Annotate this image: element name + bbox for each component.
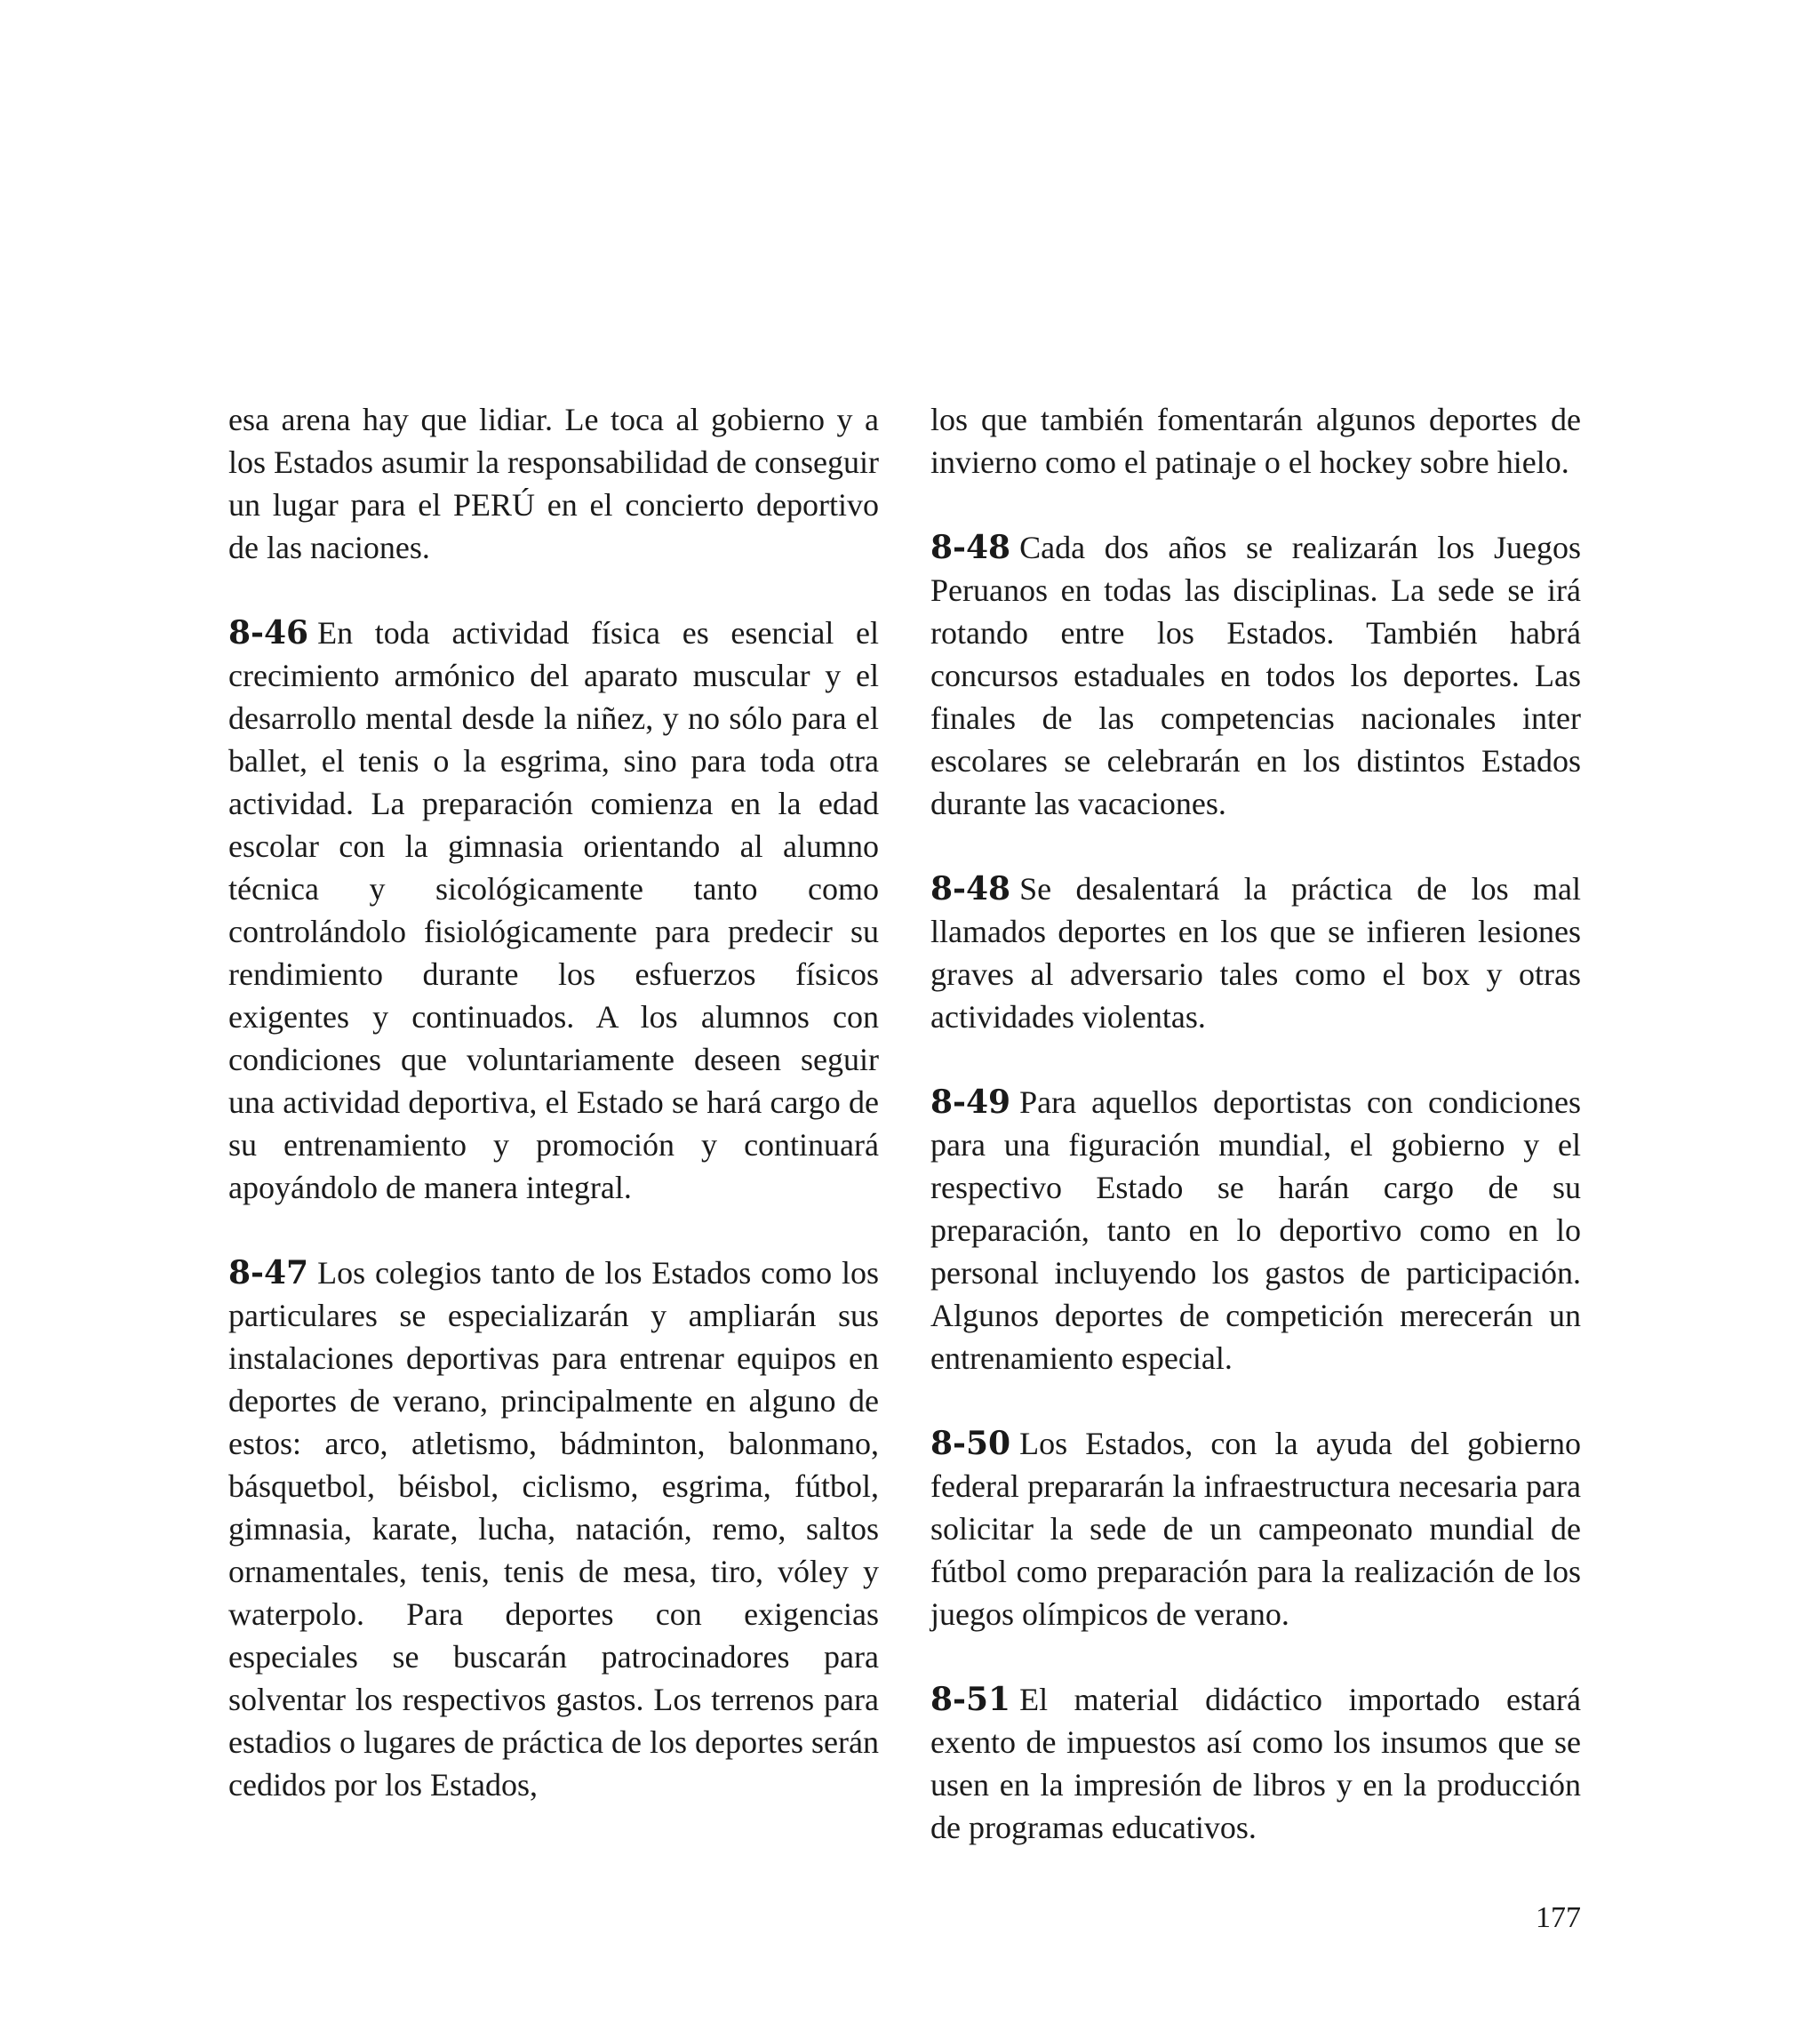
paragraph-continuation: [228, 398, 879, 569]
paragraph-8-46: [228, 612, 879, 1209]
paragraph-8-51: [930, 1678, 1581, 1849]
paragraph-text: Los colegios tanto de los Estados como los particulares se especializarán y ampliarán sus instalaciones deportivas para entrenar equipos en deportes de verano, principalmente en alguno de estos: arco, atletismo, bádminton, balonmano, básquetbol, béisbol, ciclismo, esgrima, fútbol, gimnasia, karate, lucha, natación, remo, saltos ornamentales, tenis, tenis de mesa, tiro, vóley y waterpolo. Para deportes con exigencias especiales se buscarán patrocinadores para solventar los respectivos gastos. Los terrenos para estadios o lugares de práctica de los deportes serán cedidos por los Estados,: [228, 1255, 879, 1803]
right-column: [930, 398, 1581, 1849]
paragraph-text: Cada dos años se realizarán los Juegos Peruanos en todas las disciplinas. La sede se irá rotando entre los Estados. También habrá concursos estaduales en todos los deportes. Las finales de las competencias nacionales inter escolares se celebrarán en los distintos Estados durante las vacaciones.: [930, 530, 1581, 821]
article-number: 8-48: [930, 529, 1011, 566]
paragraph-8-47: [228, 1251, 879, 1806]
article-number: 8-47: [228, 1254, 309, 1291]
paragraph-text: esa arena hay que lidiar. Le toca al gobierno y a los Estados asumir la responsabilidad de conseguir un lugar para el PERÚ en el concierto deportivo de las naciones.: [228, 402, 879, 565]
paragraph-text: Los Estados, con la ayuda del gobierno federal prepararán la infraestructura necesaria para solicitar la sede de un campeonato mundial de fútbol como preparación para la realización de los juegos olímpicos de verano.: [930, 1426, 1581, 1632]
article-number: 8-51: [930, 1681, 1011, 1718]
article-number: 8-48: [930, 870, 1011, 908]
paragraph-8-48-violent-sports: [930, 868, 1581, 1038]
paragraph-8-49: [930, 1081, 1581, 1379]
paragraph-continuation: [930, 398, 1581, 484]
article-number: 8-49: [930, 1083, 1011, 1121]
paragraph-8-50: [930, 1422, 1581, 1635]
paragraph-text: los que también fomentarán algunos deportes de invierno como el patinaje o el hockey sobre hielo.: [930, 402, 1581, 480]
paragraph-text: Se desalentará la práctica de los mal llamados deportes en los que se infieren lesiones graves al adversario tales como el box y otras actividades violentas.: [930, 871, 1581, 1035]
left-column: [228, 398, 879, 1806]
paragraph-text: En toda actividad física es esencial el crecimiento armónico del aparato muscular y el desarrollo mental desde la niñez, y no sólo para el ballet, el tenis o la esgrima, sino para toda otra actividad. La preparación comienza en la edad escolar con la gimnasia orientando al alumno técnica y sicológicamente tanto como controlándolo fisiológicamente para predecir su rendimiento durante los esfuerzos físicos exigentes y continuados. A los alumnos con condiciones que voluntariamente deseen seguir una actividad deportiva, el Estado se hará cargo de su entrenamiento y promoción y continuará apoyándolo de manera integral.: [228, 615, 879, 1205]
paragraph-8-48-games: [930, 526, 1581, 825]
article-number: 8-50: [930, 1425, 1011, 1462]
page-number: 177: [1536, 1901, 1581, 1934]
article-number: 8-46: [228, 614, 309, 652]
paragraph-text: El material didáctico importado estará exento de impuestos así como los insumos que se usen en la impresión de libros y en la producción de programas educativos.: [930, 1682, 1581, 1845]
paragraph-text: Para aquellos deportistas con condiciones para una figuración mundial, el gobierno y el respectivo Estado se harán cargo de su preparación, tanto en lo deportivo como en lo personal incluyendo los gastos de participación. Algunos deportes de competición merecerán un entrenamiento especial.: [930, 1084, 1581, 1376]
